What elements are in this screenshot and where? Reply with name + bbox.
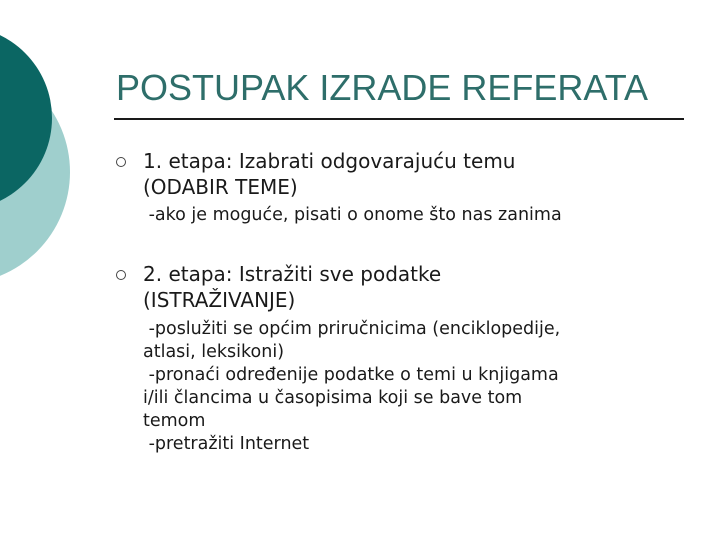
decorative-circles [0, 0, 80, 290]
bullet-2-sub-line-3: -pronaći određenije podatke o temi u knjigama [143, 365, 559, 385]
bullet-2-text [143, 261, 441, 313]
bullet-2-subtext [143, 318, 560, 456]
bullet-2-line-2: (ISTRAŽIVANJE) [143, 288, 296, 312]
bullet-circle-icon [116, 157, 126, 167]
bullet-circle-icon [116, 270, 126, 280]
bullet-1-line-2: (ODABIR TEME) [143, 175, 298, 199]
bullet-2-sub-line-2: atlasi, leksikoni) [143, 342, 285, 362]
bullet-2-sub-line-1: -poslužiti se općim priručnicima (enciklopedije, [143, 319, 561, 339]
bullet-2-sub-line-5: temom [143, 411, 206, 431]
bullet-2-sub-line-6: -pretražiti Internet [143, 434, 310, 454]
bullet-2-sub-line-4: i/ili člancima u časopisima koji se bave tom [143, 388, 523, 408]
title-underline [114, 118, 684, 120]
bullet-2-line-1: 2. etapa: Istražiti sve podatke [143, 262, 442, 286]
bullet-1-sub-line-1: -ako je moguće, pisati o onome što nas zanima [143, 205, 562, 225]
bullet-1-line-1: 1. etapa: Izabrati odgovarajuću temu [143, 149, 516, 173]
bullet-1-text [143, 148, 515, 200]
bullet-1-subtext [143, 204, 562, 227]
slide-title: POSTUPAK IZRADE REFERATA [116, 67, 649, 108]
